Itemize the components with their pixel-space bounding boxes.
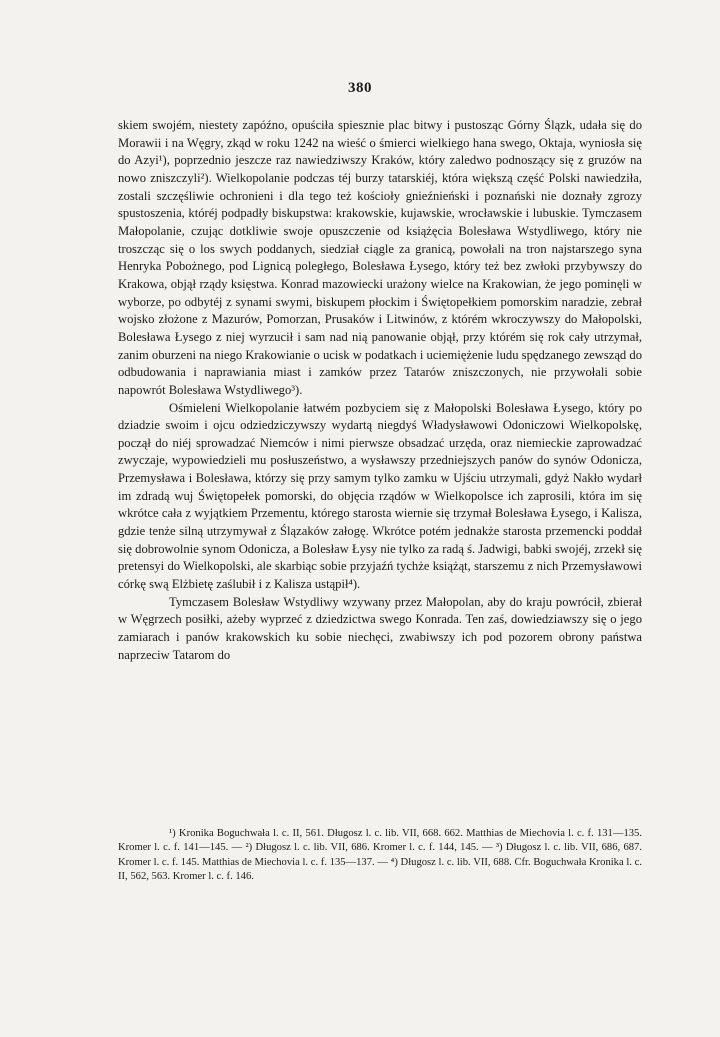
paragraph: Tymczasem Bolesław Wstydliwy wzywany przez Małopolan, aby do kraju powrócił, zbierał w Węgrzech posiłki, ażeby wyprzeć z dziedzictwa swego Konrada. Ten zaś, dowiedziawszy się o jego zamiarach i panów krakowskich ku sobie niechęci, zwabiwszy ich pod pozorem obrony państwa naprzeciw Tatarom do — [118, 594, 642, 662]
footnote-text: ¹) Kronika Boguchwała l. c. II, 561. Długosz l. c. lib. VII, 668. 662. Matthias de Miechovia l. c. f. 131—135. Kromer l. c. f. 141—145. — ²) Długosz l. c. lib. VII, 686. Kromer l. c. f. 144, 145. — ³) Długosz l. c. lib. VII, 686, 687. Kromer l. c. f. 145. Matthias de Miechovia l. c. f. 135—137. — ⁴) Długosz l. c. lib. VII, 688. Cfr. Boguchwała Kronika l. c. II, 562, 563. Kromer l. c. f. 146. — [118, 828, 642, 882]
footnotes — [118, 827, 642, 884]
paragraph: Ośmieleni Wielkopolanie łatwém pozbyciem się z Małopolski Bolesława Łysego, który po dziadzie swoim i ojcu odziedziczywszy wydartą niegdyś Władysławowi Odoniczowi Wielkopolskę, począł do niéj sprowadzać Niemców i nimi pierwsze obsadzać urzęda, oraz niemieckie zaprowadzać zwyczaje, wypowiedzieli mu posłuszeństwo, a wysławszy przedniejszych panów do synów Odonicza, Przemysława i Bolesława, którzy się przy samym tylko zamku w Ujściu utrzymali, gdyż Nakło wydarł im zdradą wuj Świętopełek pomorski, do objęcia rządów w Wielkopolsce ich zaprosili, która im się wkrótce cała z wyjątkiem Przementu, którego starosta wiernie się trzymał Bolesława Łysego, i Kalisza, gdzie tenże silną utrzymywał z Ślązaków załogę. Wkrótce potém jednakże starosta przemencki poddał się dobrowolnie synom Odonicza, a Bolesław Łysy nie tylko za radą ś. Jadwigi, babki swojéj, zrzekł się pretensyi do Wielkopolski, ale skarbiąc sobie przyjaźń tychże książąt, starszemu z nich Przemysławowi córkę swą Elżbietę zaślubił i z Kalisza ustąpił⁴). — [118, 400, 642, 592]
body-text — [118, 117, 642, 664]
page-number: 380 — [348, 80, 372, 96]
paragraph: skiem swojém, niestety zapóźno, opuściła spiesznie plac bitwy i pustosząc Górny Ślązk, udała się do Morawii i na Węgry, zkąd w roku 1242 na wieść o śmierci wielkiego hana swego, Oktaja, wyniosła się do Azyi¹), poprzednio jeszcze raz nawiedziwszy Kraków, który zaledwo podnoszący się z gruzów na nowo zniszczyli²). Wielkopolanie podczas téj burzy tatarskiéj, która większą część Polski nawiedziła, zostali szczęśliwie ochronieni i dla tego też kościoły gnieźnieński i poznański nie doznały zgrozy spustoszenia, któréj podpadły biskupstwa: krakowskie, kujawskie, wrocławskie i lubuskie. Tymczasem Małopolanie, czując dotkliwie swoje opuszczenie od książęcia Bolesława Wstydliwego, który nie troszcząc się o los swych poddanych, siedział ciągle za granicą, powołali na tron najstarszego syna Henryka Pobożnego, pod Lignicą poległego, Bolesława Łysego, który też bez zwłoki przybywszy do Krakowa, objął rządy księstwa. Konrad mazowiecki urażony wielce na Krakowian, że jego pominęli w wyborze, po odbytéj z synami swymi, biskupem płockim i Świętopełkiem pomorskim naradzie, zebrał wojsko złożone z Mazurów, Pomorzan, Prusaków i Litwinów, z którém wkroczywszy do Małopolski, Bolesława Łysego z niej wyrzucił i sam nad nią panowanie objął, przy którém się rok cały utrzymał, zanim oburzeni na niego Krakowianie o ucisk w podatkach i uciemiężenie ludu spędzanego zewsząd do odbudowania i naprawiania miast i zamków przez Tatarów zniszczonych, nie przywołali sobie napowrót Bolesława Wstydliwego³). — [118, 118, 642, 397]
